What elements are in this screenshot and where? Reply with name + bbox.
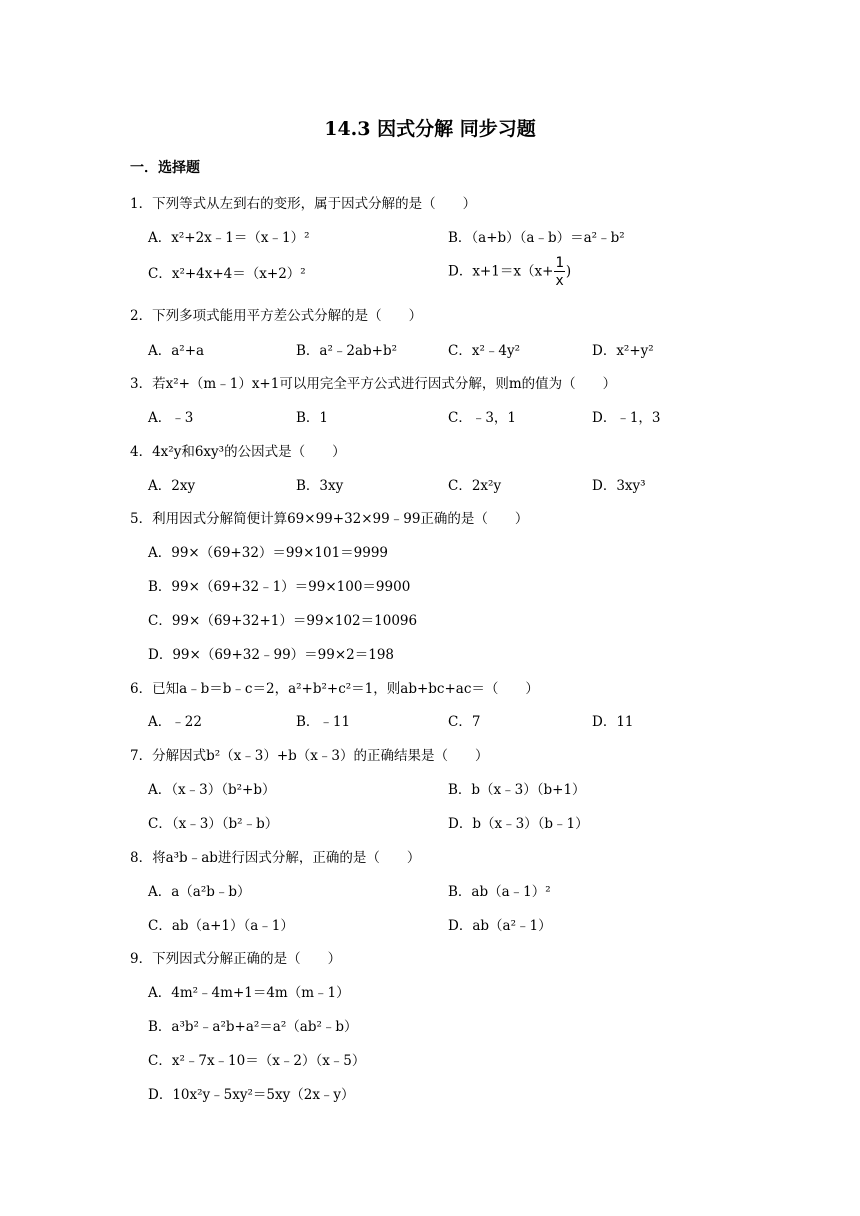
question-6-stem: 6．已知a﹣b＝b﹣c＝2，a²+b²+c²＝1，则ab+bc+ac＝（ ） [130,681,539,697]
question-6-option-c: C．7 [448,714,481,730]
question-3-stem: 3．若x²+（m﹣1）x+1可以用完全平方公式进行因式分解，则m的值为（ ） [130,376,617,392]
page-title: 14.3 因式分解 同步习题 [324,118,536,140]
question-1-option-d [448,256,571,288]
question-9-option-b: B．a³b²﹣a²b+a²＝a²（ab²﹣b） [148,1019,358,1035]
question-4-option-a: A．2xy [148,478,196,494]
question-6-option-b: B．﹣11 [296,714,351,730]
fraction-numerator: 1 [555,255,564,271]
question-6-option-a: A．﹣22 [148,714,202,730]
question-8-stem: 8．将a³b﹣ab进行因式分解，正确的是（ ） [130,850,421,866]
question-5-stem: 5．利用因式分解简便计算69×99+32×99﹣99正确的是（ ） [130,511,529,527]
question-4-option-d: D．3xy³ [592,478,646,494]
fraction [554,256,564,288]
question-3-option-c: C．﹣3，1 [448,410,517,426]
question-3-option-d: D．﹣1，3 [592,410,661,426]
question-9-option-d: D．10x²y﹣5xy²＝5xy（2x﹣y） [148,1087,355,1103]
question-7-option-d: D．b（x﹣3）（b﹣1） [448,816,589,832]
question-2-option-b: B．a²﹣2ab+b² [296,343,398,359]
question-2-stem: 2．下列多项式能用平方差公式分解的是（ ） [130,308,423,324]
question-5-option-c: C．99×（69+32+1）＝99×102＝10096 [148,613,418,629]
question-1-option-a: A．x²+2x﹣1＝（x﹣1）² [148,230,310,246]
question-7-option-c: C．（x﹣3）（b²﹣b） [148,816,279,832]
question-5-option-d: D．99×（69+32﹣99）＝99×2＝198 [148,647,395,663]
question-7-stem: 7．分解因式b²（x﹣3）+b（x﹣3）的正确结果是（ ） [130,748,489,764]
question-5-option-b: B．99×（69+32﹣1）＝99×100＝9900 [148,579,411,595]
question-9-option-c: C．x²﹣7x﹣10＝（x﹣2）（x﹣5） [148,1053,366,1069]
question-8-option-d: D．ab（a²﹣1） [448,918,552,934]
question-8-option-b: B．ab（a﹣1）² [448,884,551,900]
fraction-close-paren: ) [565,263,572,280]
question-9-option-a: A．4m²﹣4m+1＝4m（m﹣1） [148,985,350,1001]
question-1-option-b: B．（a+b）（a﹣b）＝a²﹣b² [448,230,625,246]
question-2-option-a: A．a²+a [148,343,205,359]
question-1-option-c: C．x²+4x+4＝（x+2）² [148,266,306,282]
question-4-option-c: C．2x²y [448,478,502,494]
question-5-option-a: A．99×（69+32）＝99×101＝9999 [148,545,389,561]
fraction-denominator: x [555,273,564,289]
question-9-stem: 9．下列因式分解正确的是（ ） [130,951,342,967]
question-1-option-d-text: D．x+1＝x（x+ [448,263,554,280]
question-4-stem: 4．4x²y和6xy³的公因式是（ ） [130,444,346,460]
question-8-option-c: C．ab（a+1）（a﹣1） [148,918,294,934]
question-2-option-d: D．x²+y² [592,343,654,359]
question-1-stem: 1．下列等式从左到右的变形，属于因式分解的是（ ） [130,196,477,212]
question-8-option-a: A．a（a²b﹣b） [148,884,251,900]
question-6-option-d: D．11 [592,714,634,730]
question-3-option-a: A．﹣3 [148,410,194,426]
section-heading: 一．选择题 [130,160,200,176]
question-3-option-b: B．1 [296,410,329,426]
question-2-option-c: C．x²﹣4y² [448,343,520,359]
question-7-option-b: B．b（x﹣3）（b+1） [448,782,586,798]
question-7-option-a: A．（x﹣3）（b²+b） [148,782,276,798]
question-4-option-b: B．3xy [296,478,344,494]
